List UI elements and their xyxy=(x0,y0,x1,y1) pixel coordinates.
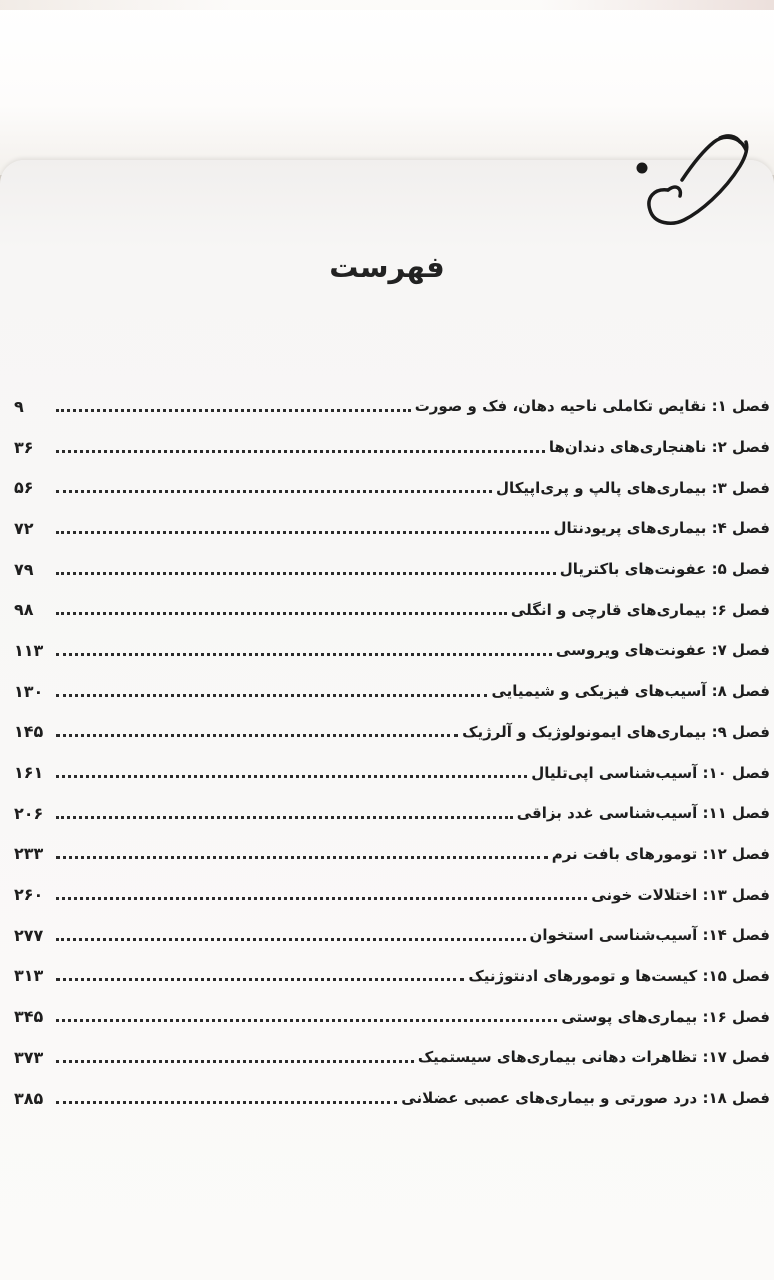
dot-leader xyxy=(56,856,548,859)
chapter-title: فصل ۷: عفونت‌های ویروسی xyxy=(555,641,770,660)
dot-leader xyxy=(56,897,587,900)
chapter-title: فصل ۱۳: اختلالات خونی xyxy=(591,885,770,904)
dot-leader xyxy=(56,816,513,819)
toc-row xyxy=(14,956,770,997)
dot-leader xyxy=(56,734,458,737)
toc-row xyxy=(14,752,770,793)
dot-leader xyxy=(56,1019,557,1022)
chapter-title: فصل ۱۵: کیست‌ها و تومورهای ادنتوژنیک xyxy=(468,966,770,985)
page-number: ۳۸۵ xyxy=(14,1088,44,1108)
toc-row xyxy=(14,1078,770,1119)
dot-leader xyxy=(56,572,556,575)
page-number: ۲۷۷ xyxy=(14,925,44,945)
chapter-title: فصل ۸: آسیب‌های فیزیکی و شیمیایی xyxy=(491,682,770,701)
page-number: ۹ xyxy=(14,396,24,416)
page-number: ۷۹ xyxy=(14,559,34,579)
dot-leader xyxy=(56,1060,414,1063)
chapter-title: فصل ۶: بیماری‌های قارچی و انگلی xyxy=(510,600,770,619)
toc-row xyxy=(14,671,770,712)
page-number: ۱۶۱ xyxy=(14,763,44,783)
dot-leader xyxy=(56,938,526,941)
toc-row xyxy=(14,508,770,549)
stethoscope-icon xyxy=(628,126,752,234)
dot-leader xyxy=(56,612,507,615)
page-number: ۳۱۳ xyxy=(14,966,44,986)
toc-row xyxy=(14,996,770,1037)
page-number: ۱۴۵ xyxy=(14,722,44,742)
page-number: ۱۱۳ xyxy=(14,640,44,660)
page-number: ۳۶ xyxy=(14,437,34,457)
chapter-title: فصل ۹: بیماری‌های ایمونولوژیک و آلرژیک xyxy=(462,722,770,741)
chapter-title: فصل ۳: بیماری‌های پالپ و پری‌اپیکال xyxy=(496,478,770,497)
chapter-title: فصل ۱: نقایص تکاملی ناحیه دهان، فک و صورت xyxy=(414,397,770,416)
dot-leader xyxy=(56,409,411,412)
toc-row xyxy=(14,915,770,956)
chapter-title: فصل ۴: بیماری‌های پریودنتال xyxy=(553,519,770,538)
chapter-title: فصل ۵: عفونت‌های باکتریال xyxy=(559,560,770,579)
page-number: ۵۶ xyxy=(14,478,34,498)
chapter-title: فصل ۱۶: بیماری‌های پوستی xyxy=(561,1007,770,1026)
table-of-contents xyxy=(14,386,770,1118)
toc-row xyxy=(14,427,770,468)
page-number: ۱۳۰ xyxy=(14,681,44,701)
toc-row xyxy=(14,549,770,590)
chapter-title: فصل ۱۰: آسیب‌شناسی اپی‌تلیال xyxy=(531,763,770,782)
toc-row xyxy=(14,589,770,630)
toc-row xyxy=(14,793,770,834)
toc-row xyxy=(14,467,770,508)
chapter-title: فصل ۱۸: درد صورتی و بیماری‌های عصبی عضلانی xyxy=(401,1089,770,1108)
dot-leader xyxy=(56,775,527,778)
page-number: ۳۴۵ xyxy=(14,1007,44,1027)
dot-leader xyxy=(56,978,464,981)
page-title: فهرست xyxy=(329,250,445,284)
page-number: ۹۸ xyxy=(14,600,34,620)
chapter-title: فصل ۱۷: تظاهرات دهانی بیماری‌های سیستمیک xyxy=(417,1048,770,1067)
toc-row xyxy=(14,874,770,915)
dot-leader xyxy=(56,694,487,697)
chapter-title: فصل ۱۴: آسیب‌شناسی استخوان xyxy=(529,926,770,945)
toc-row xyxy=(14,834,770,875)
dot-leader xyxy=(56,450,545,453)
toc-row xyxy=(14,1037,770,1078)
page-number: ۳۷۳ xyxy=(14,1047,44,1067)
page-edge xyxy=(0,0,774,10)
chapter-title: فصل ۲: ناهنجاری‌های دندان‌ها xyxy=(548,438,770,457)
dot-leader xyxy=(56,653,552,656)
page-number: ۲۰۶ xyxy=(14,803,44,823)
chapter-title: فصل ۱۲: تومورهای بافت نرم xyxy=(551,844,770,863)
page-number: ۷۲ xyxy=(14,518,34,538)
chapter-title: فصل ۱۱: آسیب‌شناسی غدد بزاقی xyxy=(516,804,770,823)
page-number: ۲۶۰ xyxy=(14,885,44,905)
page-number: ۲۳۳ xyxy=(14,844,44,864)
dot-leader xyxy=(56,490,492,493)
toc-row xyxy=(14,630,770,671)
dot-leader xyxy=(56,1101,397,1104)
toc-row xyxy=(14,712,770,753)
dot-leader xyxy=(56,531,549,534)
toc-row xyxy=(14,386,770,427)
